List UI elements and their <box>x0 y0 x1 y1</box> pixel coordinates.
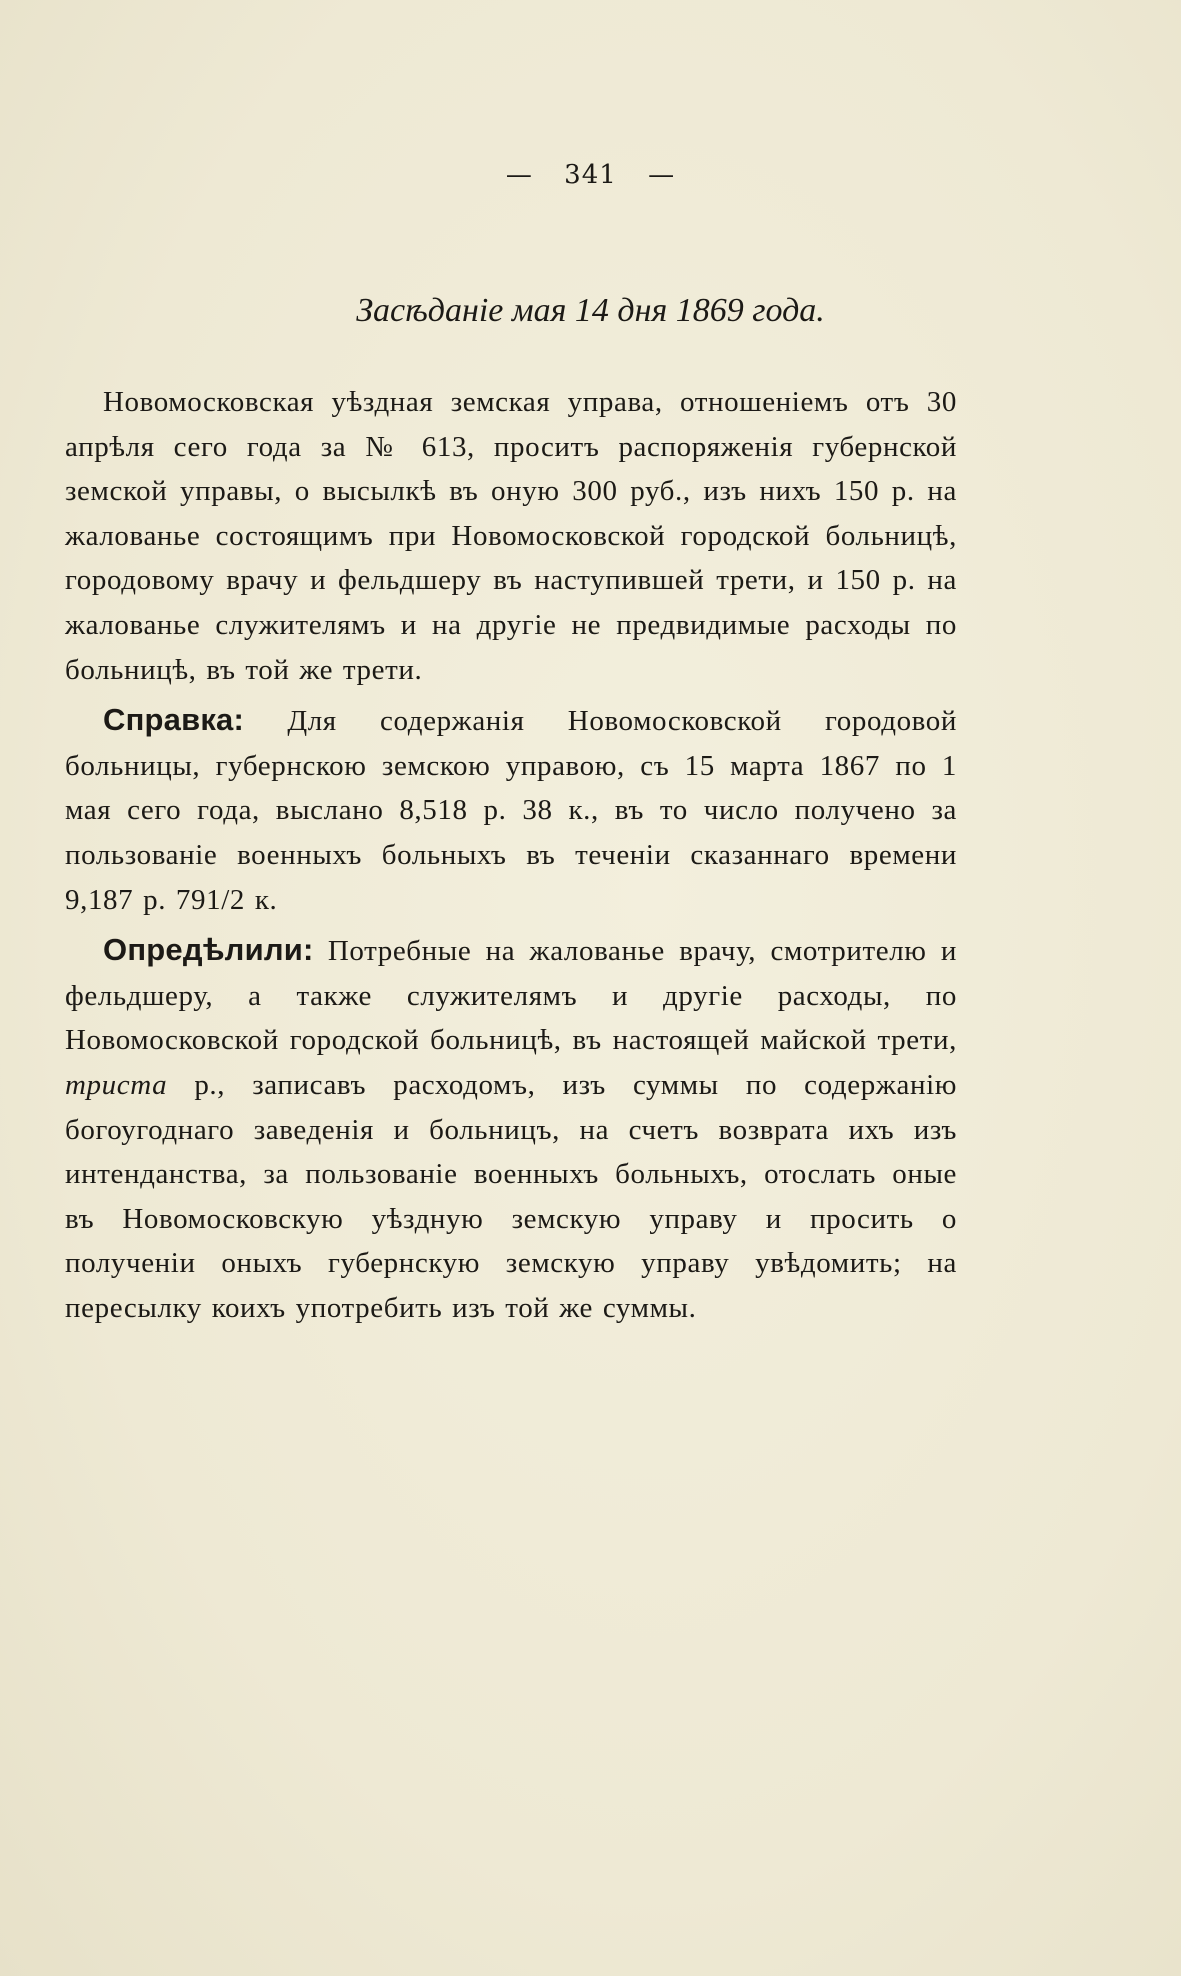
paragraph-reference <box>65 698 957 922</box>
page-number: 341 <box>564 160 617 190</box>
document-body <box>65 380 957 1330</box>
paragraph-request <box>65 380 957 692</box>
resolution-text-part1: Потребные на жалованье врачу, смотрителю и фельдшеру, а также служителямъ и другіе расходы, по Новомосковской городской больницѣ, въ настоящей майской трети, <box>65 935 957 1057</box>
paragraph-request-text: Новомосковская уѣздная земская управа, отношеніемъ отъ 30 апрѣля сего года за № 613, проситъ распоряженія губернской земской управы, о высылкѣ въ оную 300 руб., изъ нихъ 150 р. на жалованье состоящимъ при Новомосковской городской больницѣ, городовому врачу и фельдшеру въ наступившей трети, и 150 р. на жалованье служителямъ и на другіе не предвидимые расходы по больницѣ, въ той же трети. <box>65 386 957 686</box>
reference-heading: Справка: <box>103 702 245 738</box>
paragraph-resolution <box>65 928 957 1330</box>
reference-fraction: 1/2 <box>206 883 245 916</box>
header-dash-left: — <box>505 160 533 190</box>
page-header <box>0 160 1181 190</box>
resolution-heading: Опредѣлили: <box>103 932 314 968</box>
reference-text: Для содержанія Новомосковской городовой больницы, губернскою земскою управою, съ 15 марта 1867 по 1 мая сего года, выслано 8,518 р. 38 к., въ то число получено за пользованіе военныхъ больныхъ въ теченіи сказаннаго времени 9,187 р. 79 <box>65 705 957 916</box>
resolution-text-part2: р., записавъ расходомъ, изъ суммы по содержанію богоугоднаго заведенія и больницъ, на счетъ возврата ихъ изъ интенданства, за пользованіе военныхъ больныхъ, отослать оные въ Новомосковскую уѣздную земскую управу и просить о полученіи оныхъ губернскую земскую управу увѣдомить; на пересылку коихъ употребить изъ той же суммы. <box>65 1068 957 1324</box>
session-title: Засѣданіе мая 14 дня 1869 года. <box>356 292 825 329</box>
resolution-amount-italic: триста <box>65 1068 168 1101</box>
header-dash-right: — <box>648 160 676 190</box>
reference-text-end: к. <box>244 883 278 916</box>
